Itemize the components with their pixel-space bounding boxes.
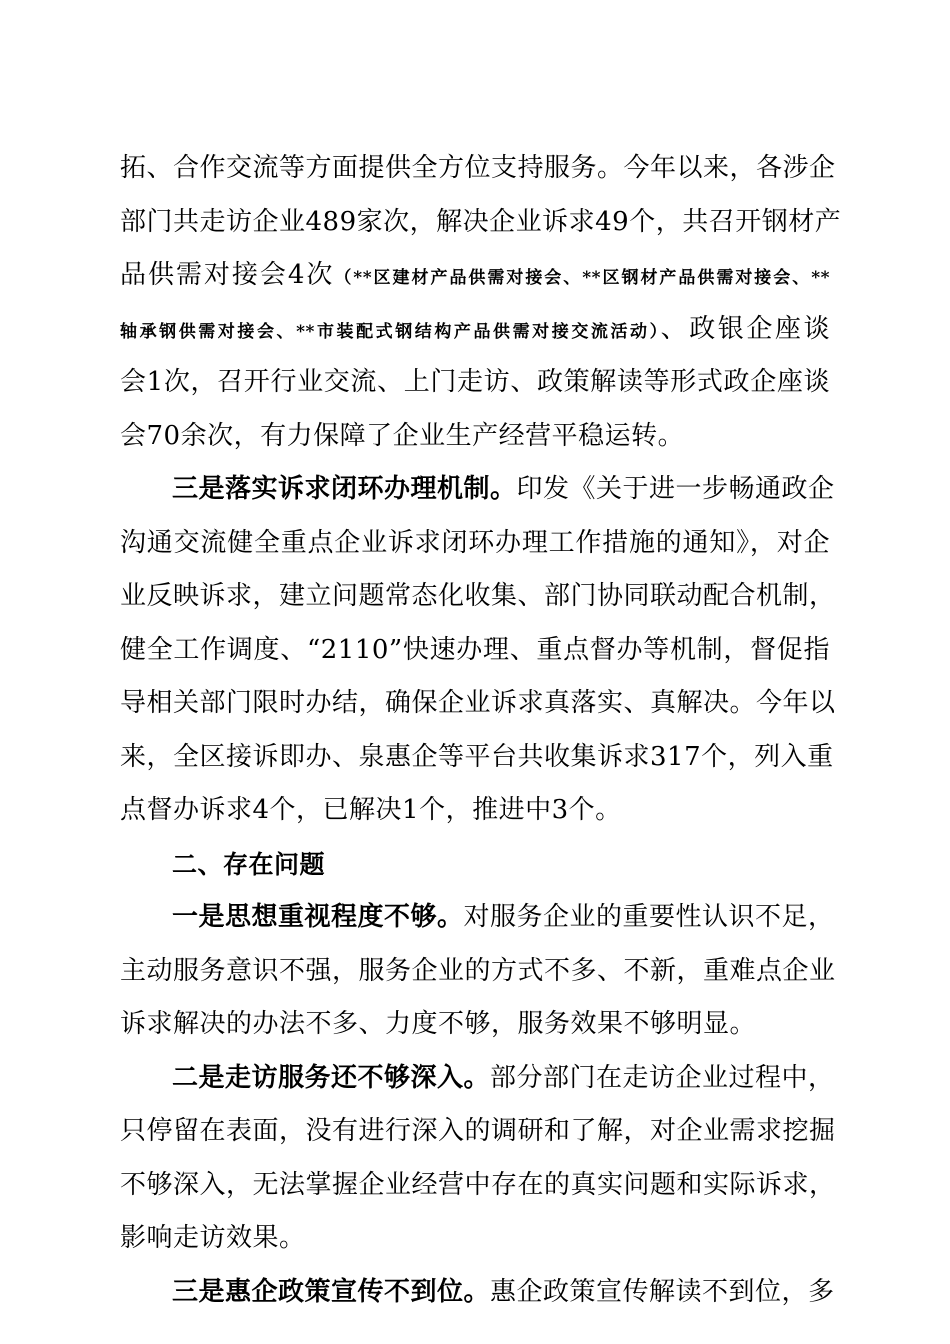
text-line [120,891,835,945]
text-line: 健全工作调度、“2110”快速办理、重点督办等机制，督促指 [120,634,830,665]
text-line: 沟通交流健全重点企业诉求闭环办理工作措施的通知》，对企 [120,527,830,558]
paragraph-closed-loop [120,463,836,838]
lead-sentence: 三是落实诉求闭环办理机制。 [172,474,517,504]
text-fragment: 品供需对接会4次 [120,260,335,290]
text-line: 来，全区接诉即办、泉惠企等平台共收集诉求317个，列入重 [120,741,834,772]
text-line [120,249,830,303]
document-page [120,142,842,1319]
text-line [120,1052,835,1106]
text-line: 不够深入，无法掌握企业经营中存在的真实问题和实际诉求， [120,1169,836,1200]
text-fragment: 对服务企业的重要性认识不足， [463,902,835,932]
text-fragment: 部分部门在走访企业过程中， [490,1062,835,1093]
text-fragment: 惠企政策宣传解读不到位，多 [490,1276,835,1307]
lead-sentence: 二是走访服务还不够深入。 [172,1062,491,1093]
text-line: 影响走访效果。 [120,1223,306,1253]
text-line: 诉求解决的办法不多、力度不够，服务效果不够明显。 [120,1009,757,1039]
text-line: 主动服务意识不强，服务企业的方式不多、不新，重难点企业 [120,955,836,986]
text-line: 部门共走访企业489家次，解决企业诉求49个，共召开钢材产 [120,206,842,237]
lead-sentence: 一是思想重视程度不够。 [172,902,464,932]
lead-sentence: 三是惠企政策宣传不到位。 [172,1276,491,1307]
text-fragment: 印发《关于进一步畅通政企 [516,474,835,504]
text-line: 会1次，召开行业交流、上门走访、政策解读等形式政企座谈 [120,367,830,397]
text-line: 点督办诉求4个，已解决1个，推进中3个。 [120,795,622,825]
paragraph-achievements [120,142,842,463]
text-line: 只停留在表面，没有进行深入的调研和了解，对企业需求挖掘 [120,1116,836,1146]
paragraph-problem-1 [120,891,836,1052]
text-line: 拓、合作交流等方面提供全方位支持服务。今年以来，各涉企 [120,153,836,183]
text-line: 业反映诉求，建立问题常态化收集、部门协同联动配合机制， [120,581,836,611]
paragraph-problem-3 [120,1266,835,1320]
text-line [120,303,830,357]
section-heading: 二、存在问题 [172,849,326,879]
text-line [120,1266,835,1320]
paragraph-problem-2 [120,1052,836,1266]
text-fragment: 、政银企座谈 [660,313,830,344]
text-line: 会70余次，有力保障了企业生产经营平稳运转。 [120,420,685,451]
note-fragment: （**区建材产品供需对接会、**区钢材产品供需对接会、** [334,268,830,288]
text-line [120,463,835,517]
note-fragment: 轴承钢供需对接会、**市装配式钢结构产品供需对接交流活动） [120,321,661,342]
text-line: 导相关部门限时办结，确保企业诉求真落实、真解决。今年以 [120,688,836,718]
